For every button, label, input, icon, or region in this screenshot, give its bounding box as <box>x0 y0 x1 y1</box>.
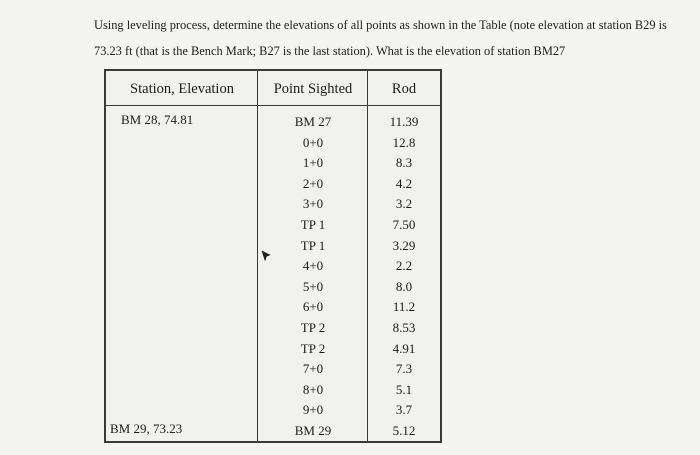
table-row-rod: 11.2 <box>392 299 416 315</box>
table-row-rod: 5.1 <box>395 381 413 397</box>
question-line-1: Using leveling process, determine the elevations of all points as shown in the Table (note elevation at station B29 is <box>94 18 667 32</box>
table-row-rod: 4.91 <box>392 340 416 356</box>
leveling-table <box>104 69 442 443</box>
table-row-point: TP 2 <box>300 319 326 335</box>
table-row-point: 4+0 <box>302 258 324 274</box>
table-row-point: BM 27 <box>294 114 332 129</box>
table-row-rod: 8.0 <box>395 278 413 294</box>
station-bm29: BM 29, 73.23 <box>110 421 183 436</box>
table-row-rod: 4.2 <box>395 175 413 191</box>
table-row-rod: 3.29 <box>392 237 416 253</box>
header-station: Station, Elevation <box>130 81 234 97</box>
table-row-point: BM 29 <box>294 422 332 438</box>
question-text <box>94 12 684 64</box>
table-header <box>106 71 440 106</box>
table-row-point: 7+0 <box>302 361 324 377</box>
table-row-rod: 8.3 <box>395 155 413 171</box>
mouse-pointer-icon <box>261 250 271 262</box>
station-bm28: BM 28, 74.81 <box>121 112 194 127</box>
point-sighted-list <box>258 112 368 442</box>
table-row-rod: 7.50 <box>392 216 416 232</box>
table-row-point: TP 1 <box>300 216 326 232</box>
table-row-point: 6+0 <box>302 299 324 315</box>
table-row-point: 1+0 <box>302 155 324 171</box>
table-row-rod: 3.2 <box>395 196 413 212</box>
table-row-rod: 8.53 <box>392 319 416 335</box>
table-row-rod: 5.12 <box>392 422 416 438</box>
table-row-point: 5+0 <box>302 278 324 294</box>
table-row-rod: 12.8 <box>392 134 416 150</box>
question-line-2: 73.23 ft (that is the Bench Mark; B27 is the last station). What is the elevation of station BM27 <box>94 44 566 58</box>
table-row-point: TP 2 <box>300 340 326 356</box>
table-row-point: 3+0 <box>302 196 324 212</box>
table-row-rod: 3.7 <box>395 402 413 418</box>
table-row-point: 2+0 <box>302 175 324 191</box>
table-row-rod: 7.3 <box>395 361 413 377</box>
table-row-rod: 11.39 <box>389 114 419 129</box>
table-row-point: 8+0 <box>302 381 324 397</box>
table-row-rod: 2.2 <box>395 258 413 274</box>
table-row-point: 0+0 <box>302 134 324 150</box>
table-row-point: 9+0 <box>302 402 324 418</box>
rod-reading-list <box>368 112 440 442</box>
header-point-sighted: Point Sighted <box>273 81 353 97</box>
header-rod: Rod <box>391 81 417 97</box>
table-row-point: TP 1 <box>300 237 326 253</box>
